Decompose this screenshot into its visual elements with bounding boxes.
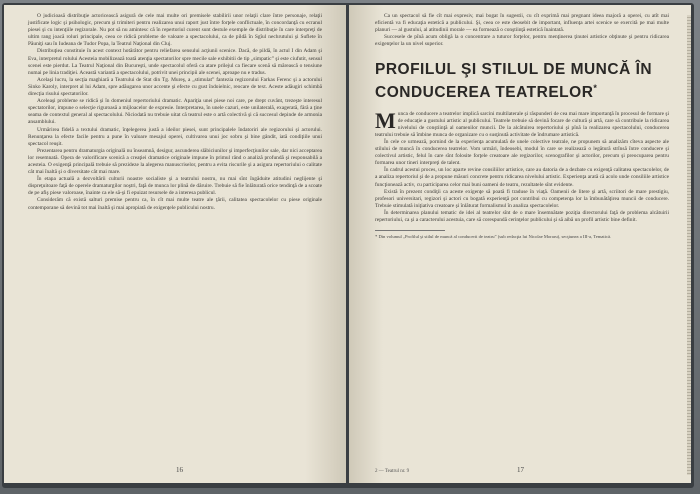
footnote: * Din volumul „Profilul şi stilul de muncă al conducerii de teatru” (sub redacţia lui Nicolae Moraru), secţiunea a III-a, Tematică. — [375, 234, 612, 240]
left-paragraph: În etapa actuală a dezvoltării culturii noastre socialiste şi a teatrului nostru, nu mai sînt îngăduite atitudini neglijente şi dispreţuitoare faţă de operele dramaturgilor noştri, faţă de munca lor plină de dăruire. Trebuie să fie înlăturată orice tendinţă de a scoate de pe afiş piese valoroase, înainte ca ele să-şi fi epuizat resursele de a interesa publicul. — [28, 176, 322, 197]
body-paragraph: În cadrul acestui proces, un loc aparte revine consiliilor artistice, care au datoria de a dezbate cu exigenţă calitatea spectacolelor, de a analiza repertoriul şi de a propune măsuri concrete pentru ridicarea nivelului artistic. Experienţa arată că acolo unde consiliile artistice funcţionează activ, cu participarea celor mai buni oameni de teatru, rezultatele sînt evidente. — [375, 167, 669, 188]
left-page-text — [28, 13, 322, 212]
footnote-divider — [375, 230, 445, 231]
body-paragraph: În cele ce urmează, pornind de la experienţa acumulată de unele colective teatrale, ne propunem să analizăm cîteva aspecte ale stilului de muncă în conducerea teatrelor. Vom urmări, îndeosebi, modul în care se realizează o legătură strînsă între conducere şi colectivul artistic, felul în care sînt folosite forţele creatoare ale regizorilor, scenografilor şi actorilor, precum şi preocuparea pentru formarea unor tineri interpreţi de talent. — [375, 139, 669, 167]
left-paragraph: Distribuţiea constituie în acest context hotărâtor pentru reliefarea sensului acţiunii scenice. Dacă, de pildă, în actul I din Adam şi Eva, interpretul rolului Acesteia mobilizează toată atenţia spectatorilor spre mecile sale exhibitii de tip „simpatic” şi este ciufutit, sensul scenei este pierdut. La Teatrul Naţional din Bucureşti, unde spectacolul oferă ca atare prilejul ca fiecare scenă să mărească o tensiune numai pe linia tradiţiei. Această variantă a spectacolului, potrivit unei principii ale scenei, aproape nu e tradus. — [28, 48, 322, 76]
intro-paragraph: Ca un spectacol să fie cît mai expresiv, mai bogat în sugestii, cu cît exprimă mai pregnant ideea majoră a operei, cu atît mai eficientă va fi educaţia estetică a publicului. Şi, ceea ce este deosebit de important, influenţa artei scenice se exercită pe mai multe planuri — al gustului, al atitudinii morale — ea formează o conştiinţă estetică înaintată. — [375, 13, 669, 34]
running-footer: 2 — Teatrul nr. 9 — [375, 469, 410, 474]
left-page — [4, 5, 346, 483]
title-footnote-mark: * — [593, 83, 598, 94]
body-paragraph: Există în prezent condiţii ca aceste exigenţe să poată fi traduse în viaţă. Oamenii de litere şi artă, scriitori de mare prestigiu, profesori universitari, regizori şi actori cu bogată experienţă pot contribui cu competenţa lor la îmbunătăţirea muncii de conducere. Trebuie stimulată iniţiativa creatoare şi înlăturat formalismul în analiza spectacolelor. — [375, 188, 669, 209]
left-paragraph: O judicioasă distribuţie actoricească asigură de cele mai multe ori premisele stabilirii unor relaţii clare între personaje, relaţii justificate logic şi psihologic, precum şi trimiteri pentru realizarea unui raport just între forţele conflictuale, în concordanţă cu ecranul piesei şi cu intenţiile regizorale. Nu pot să nu amintesc că în repertoriul curent sunt destule exemple de distribuţie în care interpreţi de ultim rang joacă roluri principale, ceea ce ridică probleme de valoare a spectacolului, ca de pildă în Sgîul nechrutului şi Suflete în Păuniţi sau în Iudeana de Tudor Popa, la Teatrul Naţional din Cluj. — [28, 13, 322, 48]
article-body — [375, 107, 669, 225]
left-paragraph: Considerăm că există salturi premise pentru ca, în cît mai multe teatre ale ţării, calitatea spectacolelor cu piese originale contemporane să devină tot mai înaltă şi mai apropiată de exigenţele publicului nostru. — [28, 197, 322, 211]
left-paragraph: Aceleaşi probleme se ridică şi în domeniul repertoriului dramatic. Apariţia unei piese noi care, pe drept cuvânt, trezeşte interesul spectatorilor, impune o selecţie riguroasă a mijloacelor de expresie. Interpretarea, în unele cazuri, este unilaterală, exagerată, fără a ţine seama de contextul general al spectacolului. Niciodată nu trebuie uitat că teatrul este o artă colectivă şi că succesul depinde de armonia ansamblului. — [28, 98, 322, 126]
drop-cap: M — [375, 107, 396, 133]
page-number: 16 — [176, 466, 183, 474]
right-page — [349, 5, 691, 483]
article-title-text: PROFILUL ŞI STILUL DE MUNCĂ ÎN CONDUCEREA TEATRELOR — [375, 61, 653, 102]
article-title — [375, 60, 669, 102]
open-book — [2, 3, 694, 488]
body-paragraph: unca de conducere a teatrelor implică sarcini multilaterale şi răspunderi de cea mai mare importanţă în procesul de formare şi de educaţie a gustului artistic al publicului. Teatrele trebuie să devină focare de cultură şi artă, care să contribuie la ridicarea nivelului de conştiinţă al oamenilor muncii. De la alcătuirea repertoriului şi pînă la realizarea spectacolului, conducerea teatrului trebuie să îmbine munca de organizare cu o susţinută activitate de îndrumare artistică. — [375, 110, 669, 138]
page-number: 17 — [517, 466, 524, 474]
intro-paragraph: Succesele de pînă acum obligă la o concentrare a tuturor forţelor, pentru menţinerea ţinutei artistice obţinute şi pentru ridicarea exigenţelor la un nivel superior. — [375, 34, 669, 48]
page-edges — [687, 15, 691, 475]
body-paragraph: În determinarea planului tematic de idei al teatrelor sînt de o mare însemnătate poziţia directorului faţă de problema alcătuirii repertoriului, ca şi a caracterului acestuia, care să corespundă cerinţelor publicului şi să aibă un profil artistic bine definit. — [375, 209, 669, 224]
left-paragraph: Acelaşi lucru, la secţia maghiară a Teatrului de Stat din Tg. Mureş, a „stimulat” fantezia regizorului Farkas Ferenc şi a actorului Sinko Karoly, interpret al lui Adam, spre adăugarea unor accente şi efecte cu gust îndoielnic, reocare de text. Aceste adăugiri schimbă direcţia risului spectatorilor. — [28, 76, 322, 98]
right-intro-text — [375, 13, 669, 48]
left-paragraph: Urmărirea fidelă a textului dramatic, înţelegerea justă a ideilor piesei, sunt principalele îndatoriri ale regizorului şi actorului. Renunţarea la efecte facile pentru a pune în valoare mesajul operei, cultivarea unui joc sobru şi bine gândit, iată condiţiile unui spectacol reuşit. — [28, 126, 322, 147]
left-paragraph: Prezentarea pentru dramaturgia originală nu înseamnă, desigur, ascunderea slăbiciunilor şi imperfecţiunilor sale, dar nici acceptarea lor resemnată. Opera de valorificare scenică a creaţiei dramatice originale impune în primul rând o analiză profundă şi responsabilă a acesteia. O exigenţă principală trebuie să prezideze la alegerea manuscriselor, pentru a evita riscurile şi a asigura repertoriului o calitate cât mai înaltă şi o diversitate cât mai mare. — [28, 147, 322, 176]
